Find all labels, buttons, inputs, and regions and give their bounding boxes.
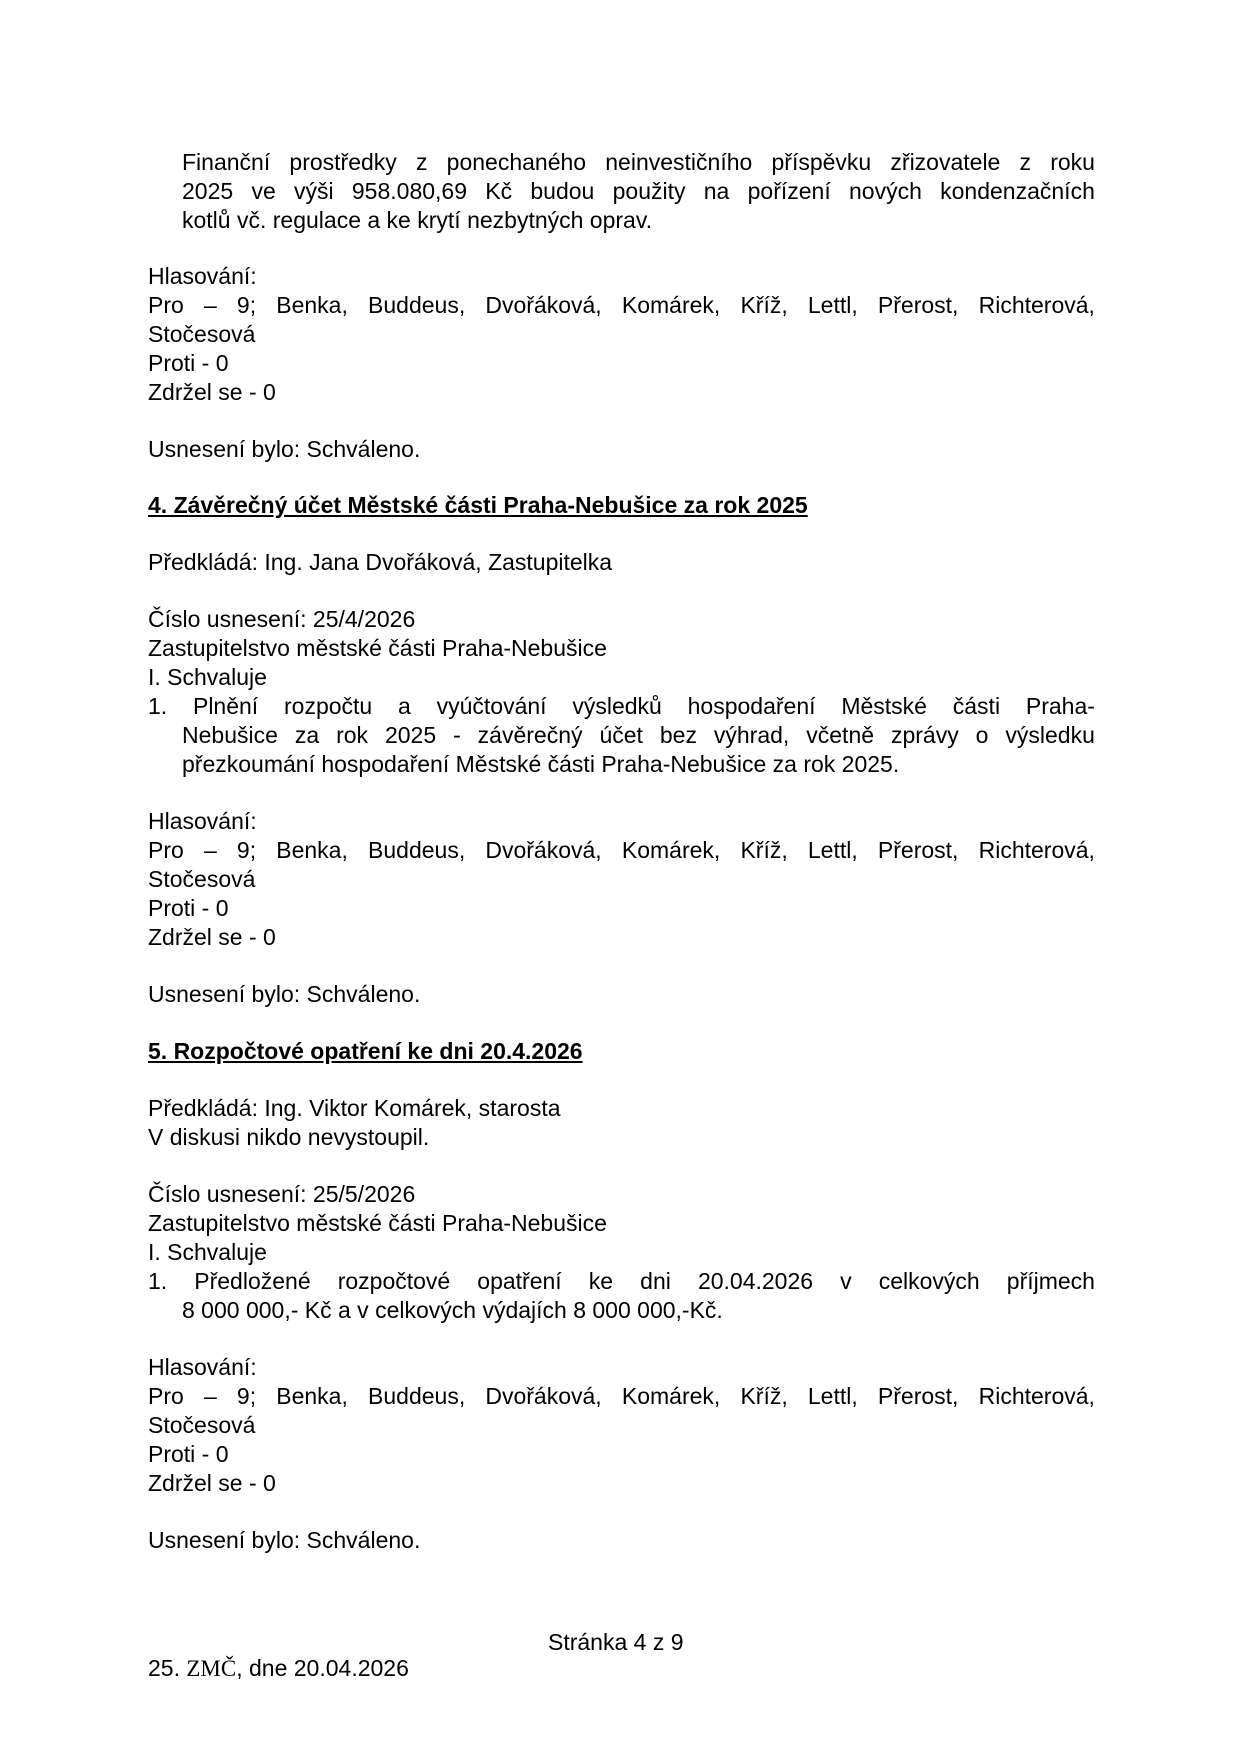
word: dni [640,1268,671,1294]
word: o [975,722,989,748]
word: budou [530,178,595,204]
word: Benka, [276,837,348,863]
word: Pro [148,292,184,318]
resolution-body: Zastupitelstvo městské části Praha-Nebušice [148,1210,607,1236]
vote-proti: Proti - 0 [148,1441,229,1467]
vote-proti: Proti - 0 [148,895,229,921]
word: ponechaného [446,149,587,175]
word: Praha- [1025,693,1095,719]
word: Přerost, [877,292,959,318]
resolution-item-line-2: 8 000 000,- Kč a v celkových výdajích 8 000 000,-Kč. [182,1297,723,1323]
word: závěrečný [477,722,583,748]
vote-label: Hlasování: [148,263,257,289]
word: roku [1050,149,1095,175]
section-heading: 5. Rozpočtové opatření ke dni 20.4.2026 [148,1038,583,1064]
resolution-item-line-1 [148,692,1095,720]
vote-pro-cont: Stočesová [148,866,256,892]
word: části [952,693,1001,719]
word: nových [849,178,922,204]
word: na [703,178,730,204]
vote-pro [148,836,1095,864]
vote-zdrzel: Zdržel se - 0 [148,924,276,950]
word: Komárek, [621,837,721,863]
resolution-body: Zastupitelstvo městské části Praha-Nebušice [148,635,607,661]
word: Richterová, [978,837,1095,863]
session-number: 25. [148,1655,180,1681]
word: Kříž, [740,1383,788,1409]
word: Komárek, [621,292,721,318]
session-date: , dne 20.04.2026 [236,1655,409,1681]
word: včetně [806,722,875,748]
word: výsledku [1005,722,1095,748]
word: Dvořáková, [485,837,602,863]
resolution-number: Číslo usnesení: 25/5/2026 [148,1181,416,1207]
word: Buddeus, [368,837,466,863]
resolution-approves: I. Schvaluje [148,664,267,690]
word: Komárek, [621,1383,721,1409]
word: Pro [148,837,184,863]
word: 9; [236,837,257,863]
vote-result: Usnesení bylo: Schváleno. [148,436,421,462]
vote-zdrzel: Zdržel se - 0 [148,1470,276,1496]
word: Buddeus, [368,292,466,318]
word: rozpočtu [284,693,373,719]
vote-result: Usnesení bylo: Schváleno. [148,981,421,1007]
word: vyúčtování [436,693,547,719]
resolution-item-line-1 [148,1267,1095,1295]
word: Pro [148,1383,184,1409]
word: z [415,149,428,175]
word: - [453,722,461,748]
word: hospodaření [687,693,816,719]
word: Městské [841,693,927,719]
word: pořízení [747,178,831,204]
word: opatření [477,1268,562,1294]
word: rok [336,722,369,748]
word: Plnění [192,693,259,719]
word: zprávy [890,722,959,748]
word: výsledků [572,693,662,719]
intro-line-1 [182,148,1095,176]
word: a [398,693,411,719]
word: celkových [878,1268,980,1294]
word: prostředky [289,149,397,175]
word: ke [588,1268,614,1294]
vote-pro-cont: Stočesová [148,321,256,347]
word: Richterová, [978,292,1095,318]
word: Přerost, [877,837,959,863]
vote-pro [148,1382,1095,1410]
word: – [203,292,217,318]
resolution-item-line-2 [182,721,1095,749]
word: příspěvku [771,149,872,175]
vote-result: Usnesení bylo: Schváleno. [148,1527,421,1553]
word: použity [612,178,686,204]
word: Kříž, [740,837,788,863]
word: kondenzačních [940,178,1095,204]
word: Finanční [182,149,271,175]
word: 20.04.2026 [697,1268,814,1294]
predklada: Předkládá: Ing. Viktor Komárek, starosta [148,1095,561,1121]
vote-label: Hlasování: [148,1354,257,1380]
word: Benka, [276,292,348,318]
word: 1. [148,1268,168,1294]
word: účet [599,722,643,748]
word: Přerost, [877,1383,959,1409]
vote-zdrzel: Zdržel se - 0 [148,379,276,405]
discussion-note: V diskusi nikdo nevystoupil. [148,1124,430,1150]
resolution-item-line-3: přezkoumání hospodaření Městské části Praha-Nebušice za rok 2025. [182,751,900,777]
vote-pro-cont: Stočesová [148,1412,256,1438]
word: výši [294,178,334,204]
word: Richterová, [978,1383,1095,1409]
vote-label: Hlasování: [148,808,257,834]
word: Dvořáková, [485,1383,602,1409]
predklada: Předkládá: Ing. Jana Dvořáková, Zastupitelka [148,549,613,575]
word: 9; [236,1383,257,1409]
word: 9; [236,292,257,318]
word: v [840,1268,852,1294]
intro-line-3: kotlů vč. regulace a ke krytí nezbytných oprav. [182,207,653,233]
word: za [294,722,320,748]
page-number: Stránka 4 z 9 [548,1629,684,1655]
word: Benka, [276,1383,348,1409]
resolution-number: Číslo usnesení: 25/4/2026 [148,606,416,632]
word: příjmech [1006,1268,1095,1294]
word: výhrad, [713,722,790,748]
word: Kříž, [740,292,788,318]
word: – [203,1383,217,1409]
word: 2025 [384,722,437,748]
word: Lettl, [807,292,858,318]
word: rozpočtové [337,1268,451,1294]
session-abbrev: ZMČ [186,1656,237,1681]
word: z [1019,149,1032,175]
word: Buddeus, [368,1383,466,1409]
word: neinvestičního [605,149,753,175]
word: Předložené [194,1268,311,1294]
resolution-approves: I. Schvaluje [148,1239,267,1265]
word: 2025 [182,178,234,204]
word: Lettl, [807,837,858,863]
section-heading: 4. Závěrečný účet Městské části Praha-Nebušice za rok 2025 [148,492,808,518]
word: 1. [148,693,168,719]
word: Kč [485,178,513,204]
vote-proti: Proti - 0 [148,350,229,376]
vote-pro [148,291,1095,319]
word: zřizovatele [890,149,1001,175]
word: bez [659,722,697,748]
word: Nebušice [182,722,278,748]
intro-line-2 [182,177,1095,205]
word: Dvořáková, [485,292,602,318]
word: Lettl, [807,1383,858,1409]
footer-session-date [148,1654,409,1683]
word: ve [251,178,276,204]
word: – [203,837,217,863]
word: 958.080,69 [351,178,468,204]
